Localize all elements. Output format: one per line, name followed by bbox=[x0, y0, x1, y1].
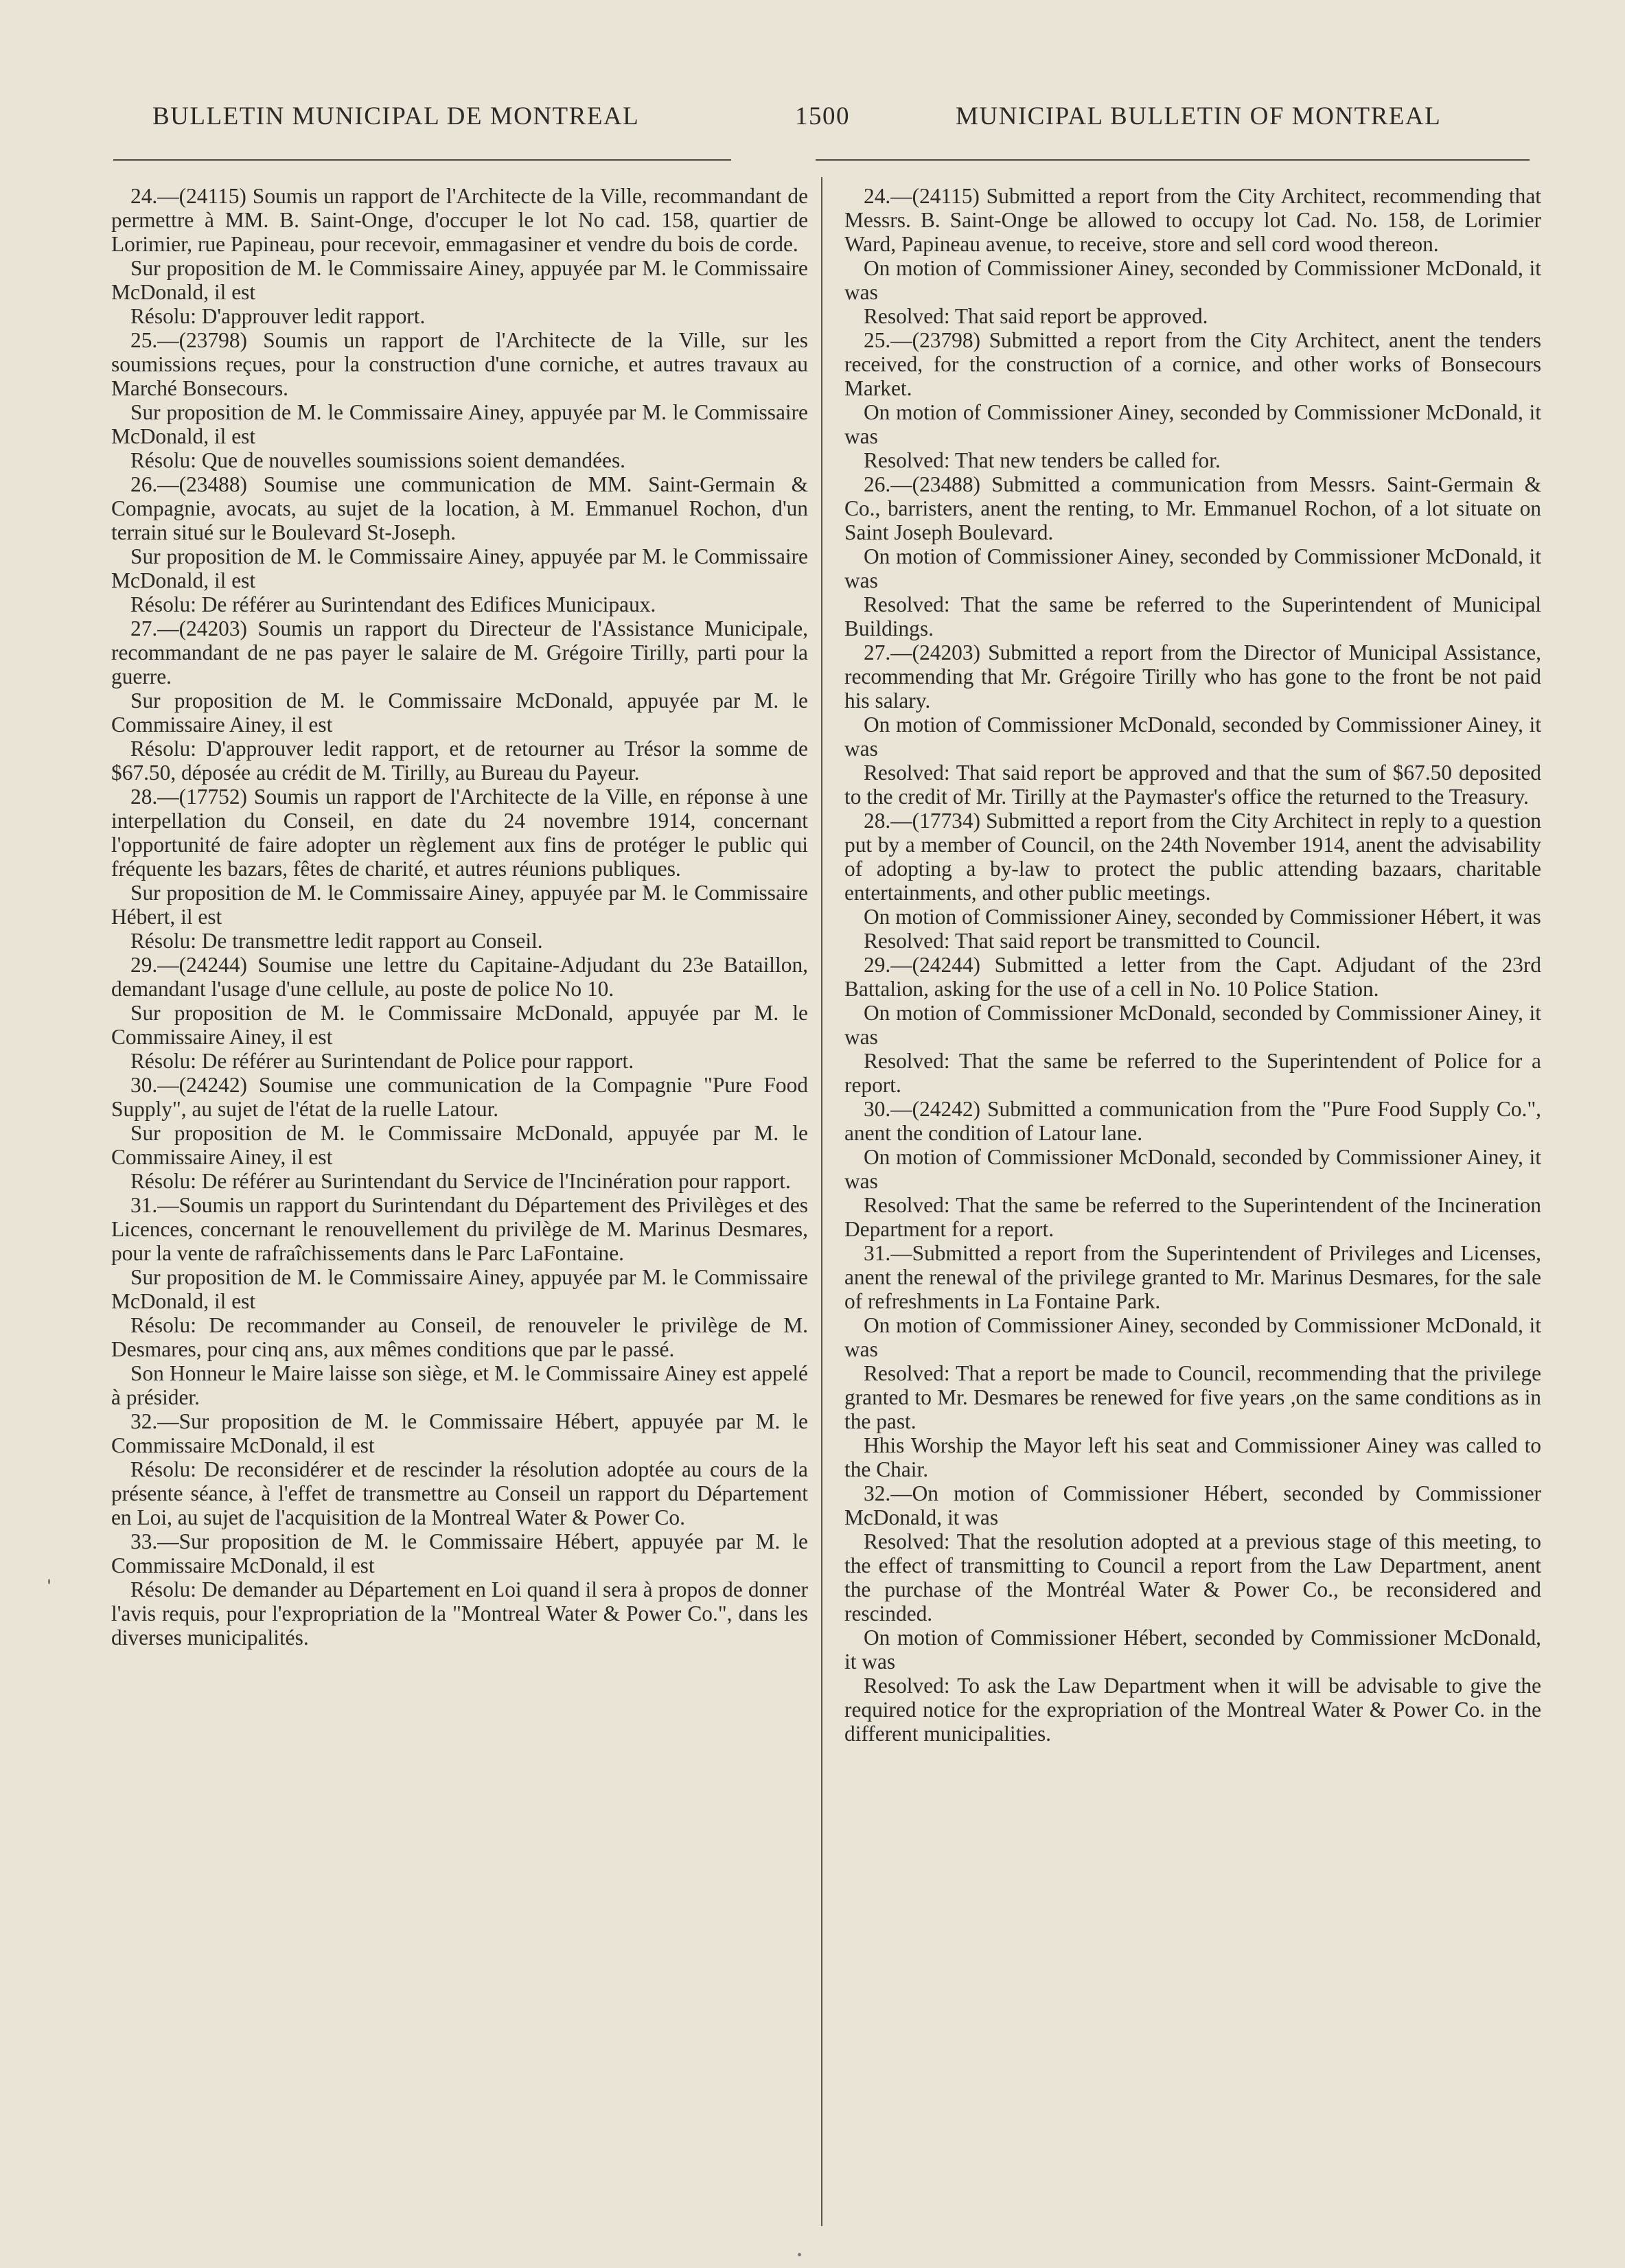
column-divider bbox=[821, 177, 822, 2226]
fr-item-28: 28.—(17752) Soumis un rapport de l'Architecte de la Ville, en réponse à une interpellation du Conseil, en date du 24 novembre 1914, concernant l'opportunité de faire adopter un règlement aux fins de protéger le public qui fréquente les bazars, fêtes de charité, et autres réunions publiques. bbox=[111, 785, 808, 881]
en-item-33: On motion of Commissioner Hébert, seconded by Commissioner McDonald, it was bbox=[844, 1625, 1541, 1674]
en-item-29: 29.—(24244) Submitted a letter from the Capt. Adjudant of the 23rd Battalion, asking for the use of a cell in No. 10 Police Station. bbox=[844, 953, 1541, 1001]
page-number: 1500 bbox=[795, 102, 850, 130]
en-motion-31: On motion of Commissioner Ainey, seconded by Commissioner McDonald, it was bbox=[844, 1313, 1541, 1361]
fr-item-29: 29.—(24244) Soumise une lettre du Capitaine-Adjudant du 23e Bataillon, demandant l'usage d'une cellule, au poste de police No 10. bbox=[111, 953, 808, 1001]
fr-motion-25: Sur proposition de M. le Commissaire Ainey, appuyée par M. le Commissaire McDonald, il est bbox=[111, 400, 808, 448]
fr-motion-26: Sur proposition de M. le Commissaire Ainey, appuyée par M. le Commissaire McDonald, il est bbox=[111, 544, 808, 592]
en-resolved-33: Resolved: To ask the Law Department when it will be advisable to give the required notice for the expropriation of the Montreal Water & Power Co. in the different municipalities. bbox=[844, 1674, 1541, 1746]
fr-item-24: 24.—(24115) Soumis un rapport de l'Architecte de la Ville, recommandant de permettre à MM. B. Saint-Onge, d'occuper le lot No cad. 158, quartier de Lorimier, rue Papineau, pour recevoir, emmagasiner et vendre du bois de corde. bbox=[111, 184, 808, 256]
page-header bbox=[0, 102, 1625, 143]
fr-item-25: 25.—(23798) Soumis un rapport de l'Architecte de la Ville, sur les soumissions reçues, pour la construction d'une corniche, et autres travaux au Marché Bonsecours. bbox=[111, 328, 808, 400]
header-rule-right bbox=[816, 159, 1530, 161]
header-title-french: BULLETIN MUNICIPAL DE MONTREAL bbox=[152, 102, 640, 130]
en-resolved-31: Resolved: That a report be made to Council, recommending that the privilege granted to Mr. Desmares be renewed for five years ,on the same conditions as in the past. bbox=[844, 1361, 1541, 1433]
en-motion-26: On motion of Commissioner Ainey, seconded by Commissioner McDonald, it was bbox=[844, 544, 1541, 592]
en-item-28: 28.—(17734) Submitted a report from the City Architect in reply to a question put by a member of Council, on the 24th November 1914, anent the advisability of adopting a by-law to protect the public attending bazaars, charitable entertainments, and other public meetings. bbox=[844, 809, 1541, 905]
fr-resolved-30: Résolu: De référer au Surintendant du Service de l'Incinération pour rapport. bbox=[130, 1169, 791, 1193]
fr-motion-30: Sur proposition de M. le Commissaire McDonald, appuyée par M. le Commissaire Ainey, il est bbox=[111, 1121, 808, 1169]
fr-item-27: 27.—(24203) Soumis un rapport du Directeur de l'Assistance Municipale, recommandant de ne pas payer le salaire de M. Grégoire Tirilly, parti pour la guerre. bbox=[111, 616, 808, 688]
en-item-26: 26.—(23488) Submitted a communication from Messrs. Saint-Germain & Co., barristers, anent the renting, to Mr. Emmanuel Rochon, of a lot situate on Saint Joseph Boulevard. bbox=[844, 472, 1541, 544]
en-motion-29: On motion of Commissioner McDonald, seconded by Commissioner Ainey, it was bbox=[844, 1001, 1541, 1049]
header-title-english: MUNICIPAL BULLETIN OF MONTREAL bbox=[956, 102, 1442, 130]
en-resolved-24: Resolved: That said report be approved. bbox=[864, 304, 1208, 328]
en-item-25: 25.—(23798) Submitted a report from the City Architect, anent the tenders received, for the construction of a cornice, and other works of Bonsecours Market. bbox=[844, 328, 1541, 400]
english-column bbox=[844, 184, 1541, 1746]
en-mayor-note: Hhis Worship the Mayor left his seat and Commissioner Ainey was called to the Chair. bbox=[844, 1433, 1541, 1481]
en-resolved-27: Resolved: That said report be approved and that the sum of $67.50 deposited to the credit of Mr. Tirilly at the Paymaster's office the returned to the Treasury. bbox=[844, 761, 1541, 809]
en-item-30: 30.—(24242) Submitted a communication from the "Pure Food Supply Co.", anent the condition of Latour lane. bbox=[844, 1097, 1541, 1145]
en-item-27: 27.—(24203) Submitted a report from the Director of Municipal Assistance, recommending that Mr. Grégoire Tirilly who has gone to the front be not paid his salary. bbox=[844, 640, 1541, 713]
french-column bbox=[111, 184, 808, 1650]
fr-motion-28: Sur proposition de M. le Commissaire Ainey, appuyée par M. le Commissaire Hébert, il est bbox=[111, 881, 808, 929]
fr-item-33: 33.—Sur proposition de M. le Commissaire Hébert, appuyée par M. le Commissaire McDonald, il est bbox=[111, 1529, 808, 1577]
en-motion-27: On motion of Commissioner McDonald, seconded by Commissioner Ainey, it was bbox=[844, 713, 1541, 761]
fr-motion-31: Sur proposition de M. le Commissaire Ainey, appuyée par M. le Commissaire McDonald, il est bbox=[111, 1265, 808, 1313]
en-motion-30: On motion of Commissioner McDonald, seconded by Commissioner Ainey, it was bbox=[844, 1145, 1541, 1193]
en-resolved-32: Resolved: That the resolution adopted at a previous stage of this meeting, to the effect of transmitting to Council a report from the Law Department, anent the purchase of the Montréal Water & Power Co., be reconsidered and rescinded. bbox=[844, 1529, 1541, 1625]
fr-resolved-24: Résolu: D'approuver ledit rapport. bbox=[130, 304, 426, 328]
en-item-24: 24.—(24115) Submitted a report from the City Architect, recommending that Messrs. B. Saint-Onge be allowed to occupy lot Cad. No. 158, de Lorimier Ward, Papineau avenue, to receive, store and sell cord wood thereon. bbox=[844, 184, 1541, 256]
en-resolved-26: Resolved: That the same be referred to the Superintendent of Municipal Buildings. bbox=[844, 592, 1541, 640]
fr-resolved-29: Résolu: De référer au Surintendant de Police pour rapport. bbox=[130, 1049, 634, 1073]
en-resolved-30: Resolved: That the same be referred to the Superintendent of the Incineration Department for a report. bbox=[844, 1193, 1541, 1241]
fr-resolved-33: Résolu: De demander au Département en Loi quand il sera à propos de donner l'avis requis, pour l'expropriation de la "Montreal Water & Power Co.", dans les diverses municipalités. bbox=[111, 1577, 808, 1650]
fr-motion-27: Sur proposition de M. le Commissaire McDonald, appuyée par M. le Commissaire Ainey, il est bbox=[111, 688, 808, 737]
fr-motion-24: Sur proposition de M. le Commissaire Ainey, appuyée par M. le Commissaire McDonald, il est bbox=[111, 256, 808, 304]
fr-resolved-31: Résolu: De recommander au Conseil, de renouveler le privilège de M. Desmares, pour cinq ans, aux mêmes conditions que par le passé. bbox=[111, 1313, 808, 1361]
en-motion-28: On motion of Commissioner Ainey, seconded by Commissioner Hébert, it was bbox=[864, 905, 1541, 929]
fr-item-31: 31.—Soumis un rapport du Surintendant du Département des Privilèges et des Licences, concernant le renouvellement du privilège de M. Marinus Desmares, pour la vente de rafraîchissements dans le Parc LaFontaine. bbox=[111, 1193, 808, 1265]
fr-resolved-28: Résolu: De transmettre ledit rapport au Conseil. bbox=[130, 929, 543, 953]
en-resolved-25: Resolved: That new tenders be called for. bbox=[864, 448, 1221, 472]
header-rule-left bbox=[113, 159, 731, 161]
fr-item-30: 30.—(24242) Soumise une communication de la Compagnie "Pure Food Supply", au sujet de l'état de la ruelle Latour. bbox=[111, 1073, 808, 1121]
fr-resolved-26: Résolu: De référer au Surintendant des Edifices Municipaux. bbox=[130, 592, 656, 616]
fr-resolved-27: Résolu: D'approuver ledit rapport, et de retourner au Trésor la somme de $67.50, déposée au crédit de M. Tirilly, au Bureau du Payeur. bbox=[111, 737, 808, 785]
en-resolved-28: Resolved: That said report be transmitted to Council. bbox=[864, 929, 1321, 953]
print-speck bbox=[798, 2253, 801, 2256]
print-speck bbox=[48, 1579, 50, 1584]
fr-resolved-32: Résolu: De reconsidérer et de rescinder la résolution adoptée au cours de la présente séance, à l'effet de transmettre au Conseil un rapport du Département en Loi, au sujet de l'acquisition de la Montreal Water & Power Co. bbox=[111, 1457, 808, 1529]
fr-motion-29: Sur proposition de M. le Commissaire McDonald, appuyée par M. le Commissaire Ainey, il est bbox=[111, 1001, 808, 1049]
en-motion-24: On motion of Commissioner Ainey, seconded by Commissioner McDonald, it was bbox=[844, 256, 1541, 304]
en-motion-25: On motion of Commissioner Ainey, seconded by Commissioner McDonald, it was bbox=[844, 400, 1541, 448]
en-resolved-29: Resolved: That the same be referred to the Superintendent of Police for a report. bbox=[844, 1049, 1541, 1097]
en-item-32: 32.—On motion of Commissioner Hébert, seconded by Commissioner McDonald, it was bbox=[844, 1481, 1541, 1529]
fr-mayor-note: Son Honneur le Maire laisse son siège, et M. le Commissaire Ainey est appelé à présider. bbox=[111, 1361, 808, 1409]
fr-item-32: 32.—Sur proposition de M. le Commissaire Hébert, appuyée par M. le Commissaire McDonald, il est bbox=[111, 1409, 808, 1457]
fr-resolved-25: Résolu: Que de nouvelles soumissions soient demandées. bbox=[130, 448, 626, 472]
en-item-31: 31.—Submitted a report from the Superintendent of Privileges and Licenses, anent the renewal of the privilege granted to Mr. Marinus Desmares, for the sale of refreshments in La Fontaine Park. bbox=[844, 1241, 1541, 1313]
fr-item-26: 26.—(23488) Soumise une communication de MM. Saint-Germain & Compagnie, avocats, au sujet de la location, à M. Emmanuel Rochon, d'un terrain situé sur le Boulevard St-Joseph. bbox=[111, 472, 808, 544]
